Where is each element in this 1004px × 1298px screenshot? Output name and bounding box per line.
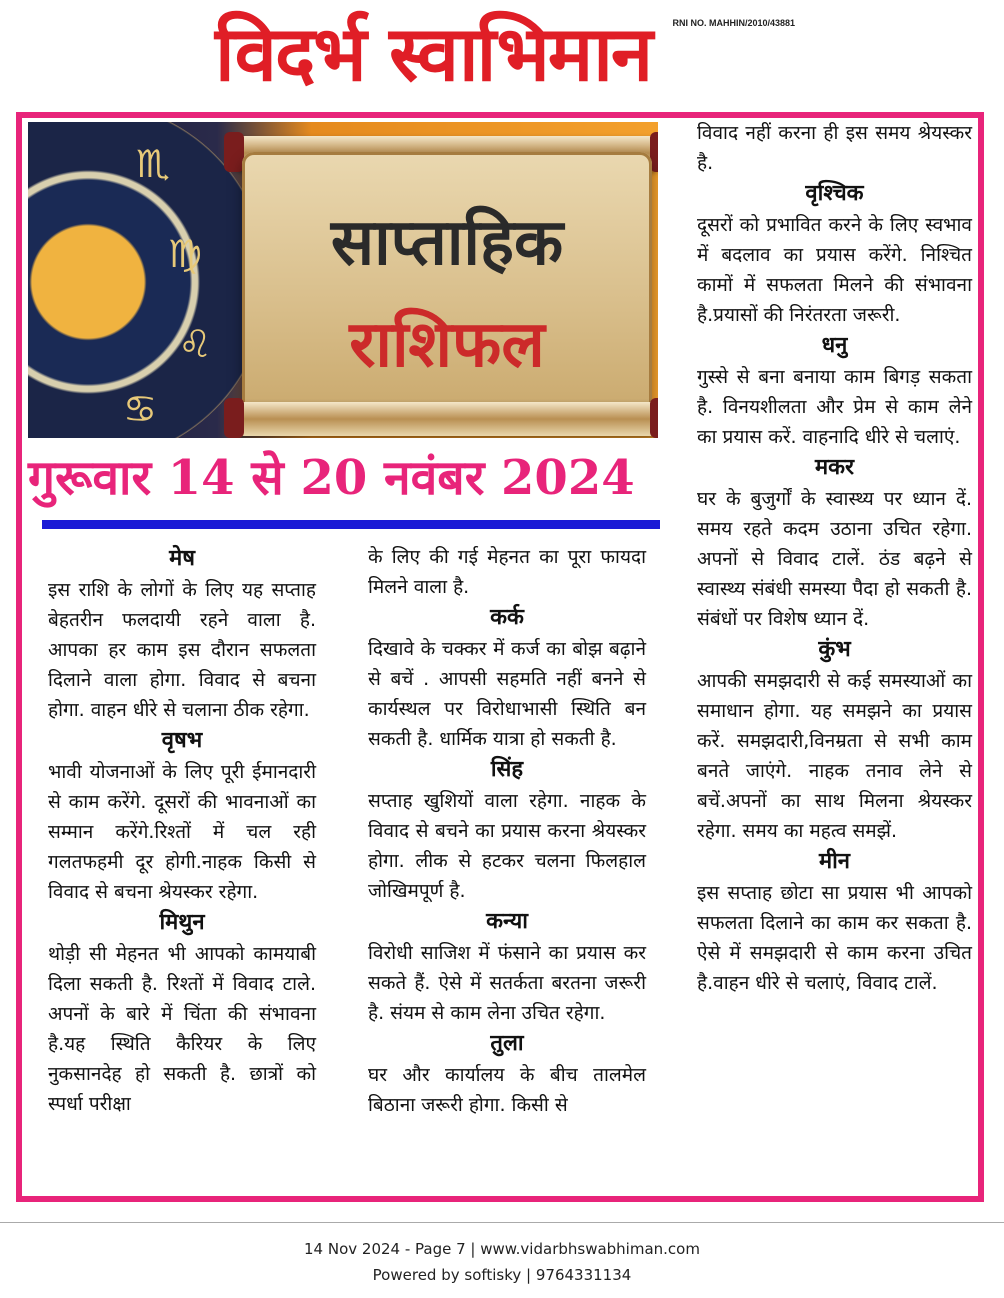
zodiac-scorpio-icon: ♏ [136,142,171,186]
sign-heading: मिथुन [159,910,205,935]
column-left [48,543,316,1119]
date-range-heading: गुरूवार 14 से 20 नवंबर 2024 [28,450,635,506]
masthead [215,6,795,104]
rashifal-banner-image [28,122,658,438]
sign-forecast-text: इस राशि के लोगों के लिए यह सप्ताह बेहतरीन फलदायी रहने वाला है. आपका हर काम इस दौरान सफलता दिलाने वाला होगा. विवाद से बचना होगा. वाहन धीरे से चलाना ठीक रहेगा. [48,579,316,721]
column-middle [368,542,646,1120]
sign-forecast-text: के लिए की गई मेहनत का पूरा फायदा मिलने वाला है. [368,546,646,598]
rni-number: RNI NO. MAHHIN/2010/43881 [672,18,795,28]
sign-forecast-text: गुस्से से बना बनाया काम बिगड़ सकता है. विनयशीलता और प्रेम से काम लेने का प्रयास करें. वाहनादि धीरे से चलाएं. [697,366,972,448]
sign-forecast-text: विवाद नहीं करना ही इस समय श्रेयस्कर है. [697,122,972,174]
zodiac-leo-icon: ♌ [178,322,213,366]
sign-heading: तुला [490,1031,524,1056]
sign-heading: वृषभ [161,728,203,753]
footer-credit: Powered by softisky | 9764331134 [372,1266,632,1284]
scroll-knob [650,398,658,438]
sign-heading: वृश्चिक [805,181,864,206]
sign-heading: कर्क [490,605,524,630]
sign-forecast-text: सप्ताह खुशियों वाला रहेगा. नाहक के विवाद से बचने का प्रयास करना श्रेयस्कर होगा. लीक से हटकर चलना फिलहाल जोखिमपूर्ण है. [368,790,646,902]
sign-forecast-text: आपकी समझदारी से कई समस्याओं का समाधान होगा. यह समझने का प्रयास करें. समझदारी,विनम्रता से सभी काम बनते जाएंगे. नाहक तनाव लेने से बचें.अपनों का साथ मिलना श्रेयस्कर रहेगा. समय का महत्व समझें. [697,670,972,842]
blue-divider [42,520,660,529]
column-right [697,118,972,998]
footer-page-info: 14 Nov 2024 - Page 7 | www.vidarbhswabhiman.com [304,1240,700,1258]
sign-forecast-text: थोड़ी सी मेहनत भी आपको कामयाबी दिला सकती है. रिश्तों में विवाद टाले. अपनों के बारे में चिंता की संभावना है.यह स्थिति कैरियर के लिए नुकसानदेह हो सकती है. छात्रों को स्पर्धा परीक्षा [48,943,316,1115]
footer-divider [0,1222,1004,1223]
zodiac-cancer-icon: ♋ [123,387,158,431]
scroll-bottom-roll [228,402,658,436]
sign-heading: मीन [818,849,851,874]
scroll-knob [224,132,244,172]
sign-heading: कुंभ [818,637,851,662]
sign-heading: धनु [821,333,848,358]
sign-forecast-text: घर और कार्यालय के बीच तालमेल बिठाना जरूरी होगा. किसी से [368,1064,646,1116]
scroll-knob [224,398,244,438]
sign-forecast-text: दूसरों को प्रभावित करने के लिए स्वभाव में बदलाव का प्रयास करेंगे. निश्चित कामों में सफलता मिलने की संभावना है.प्रयासों की निरंतरता जरूरी. [697,214,972,326]
sign-heading: सिंह [490,757,524,782]
sign-forecast-text: इस सप्ताह छोटा सा प्रयास भी आपको सफलता दिलाने का काम कर सकता है. ऐसे में समझदारी से काम करना उचित है.वाहन धीरे से चलाएं, विवाद टालें. [697,882,972,994]
sign-forecast-text: भावी योजनाओं के लिए पूरी ईमानदारी से काम करेंगे. दूसरों की भावनाओं का सम्मान करेंगे.रिश्तों में चल रही गलतफहमी दूर होगी.नाहक किसी से विवाद से बचना श्रेयस्कर रहेगा. [48,761,316,903]
zodiac-virgo-icon: ♍ [168,232,203,276]
sign-heading: मकर [814,455,855,480]
sign-forecast-text: दिखावे के चक्कर में कर्ज का बोझ बढ़ाने से बचें . आपसी सहमति नहीं बनने से कार्यस्थल पर विरोधाभासी स्थिति बन सकती है. धार्मिक यात्रा हो सकती है. [368,638,646,750]
sign-heading: मेष [169,546,195,571]
sign-forecast-text: विरोधी साजिश में फंसाने का प्रयास कर सकते हैं. ऐसे में सतर्कता बरतना जरूरी है. संयम से काम लेना उचित रहेगा. [368,942,646,1024]
banner-line2: राशिफल [349,308,545,382]
scroll-parchment [242,152,652,420]
sign-heading: कन्या [486,909,528,934]
sign-forecast-text: घर के बुजुर्गों के स्वास्थ्य पर ध्यान दें. समय रहते कदम उठाना उचित रहेगा. अपनों से विवाद टालें. ठंड बढ़ने से स्वास्थ्य संबंधी समस्या पैदा हो सकती है. संबंधों पर विशेष ध्यान दें. [697,488,972,630]
newspaper-title: विदर्भ स्वाभिमान [215,9,652,98]
banner-line1: साप्ताहिक [330,206,564,280]
